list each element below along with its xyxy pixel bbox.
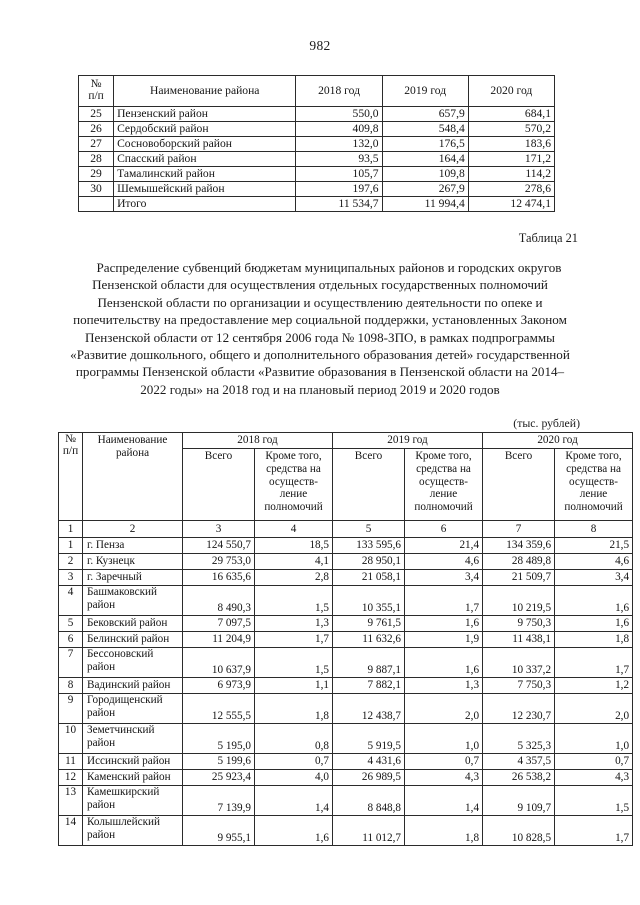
table-2-header [59,433,633,538]
cell-2020-total: 12 230,7 [483,694,555,724]
cell-2018-total: 7 139,9 [183,786,255,816]
header-year-2020: 2020 год [468,76,554,107]
cell-2018-other: 4,0 [255,770,333,786]
table-row [79,167,555,182]
table-row [59,754,633,770]
cell-district-name: Городищенский район [83,694,183,724]
cell-district-name: Итого [114,197,296,212]
cell-2018-other: 1,4 [255,786,333,816]
cell-2019: 548,4 [382,122,468,137]
cell-district-name: Тамалинский район [114,167,296,182]
header-name-line1: Наименование [97,434,168,446]
cell-2020-other: 1,7 [555,648,633,678]
column-number: 1 [59,521,83,538]
cell-2019-total: 28 950,1 [333,554,405,570]
table-row [59,816,633,846]
cell-2018: 132,0 [296,137,382,152]
header-npp-line2: п/п [62,444,79,457]
cell-2020-other: 0,7 [555,754,633,770]
cell-district-name: Камешкирский район [83,786,183,816]
header-name-line2: района [115,446,150,459]
cell-district-name: Белинский район [83,632,183,648]
cell-npp: 10 [59,724,83,754]
table-row [79,122,555,137]
table-row [59,554,633,570]
cell-2020-total: 26 538,2 [483,770,555,786]
cell-2019-other: 4,3 [405,770,483,786]
column-number: 6 [405,521,483,538]
cell-2020-total: 134 359,6 [483,538,555,554]
cell-2020-other: 4,6 [555,554,633,570]
table-row [59,616,633,632]
cell-2019-total: 11 012,7 [333,816,405,846]
cell-2018-other: 18,5 [255,538,333,554]
table-row [79,197,555,212]
table-1-container [78,75,555,212]
cell-2018-total: 6 973,9 [183,678,255,694]
cell-district-name: Спасский район [114,152,296,167]
cell-2018: 197,6 [296,182,382,197]
header-year-2020: 2020 год [483,433,633,449]
header-2019-total: Всего [333,449,405,521]
cell-2020: 278,6 [468,182,554,197]
cell-district-name: Пензенский район [114,107,296,122]
header-npp-line2: п/п [88,90,104,102]
header-2020-other: Кроме того, средства на осуществ-ление полномочий [555,449,633,521]
cell-npp: 8 [59,678,83,694]
cell-2018: 11 534,7 [296,197,382,212]
cell-2018-total: 5 199,6 [183,754,255,770]
cell-npp: 6 [59,632,83,648]
cell-district-name: Сосновоборский район [114,137,296,152]
table-2-container [58,432,633,846]
header-year-2019: 2019 год [333,433,483,449]
cell-2018: 409,8 [296,122,382,137]
table-row [59,770,633,786]
cell-2020: 12 474,1 [468,197,554,212]
table-2-column-numbers-row [59,521,633,538]
header-2020-total: Всего [483,449,555,521]
cell-2020-total: 5 325,3 [483,724,555,754]
table-row [59,786,633,816]
cell-district-name: Башмаковский район [83,586,183,616]
cell-2020-total: 21 509,7 [483,570,555,586]
cell-npp [79,197,114,212]
table-row [59,724,633,754]
cell-npp: 28 [79,152,114,167]
cell-2019: 164,4 [382,152,468,167]
cell-2018-total: 25 923,4 [183,770,255,786]
cell-2018-other: 1,5 [255,586,333,616]
cell-2020-other: 4,3 [555,770,633,786]
cell-npp: 29 [79,167,114,182]
header-district-name [83,433,183,521]
cell-2019-total: 7 882,1 [333,678,405,694]
cell-npp: 26 [79,122,114,137]
cell-2018-total: 12 555,5 [183,694,255,724]
cell-2019-other: 1,4 [405,786,483,816]
cell-2020-other: 3,4 [555,570,633,586]
cell-2018-total: 7 097,5 [183,616,255,632]
cell-2018: 105,7 [296,167,382,182]
header-2019-other: Кроме того, средства на осуществ-ление полномочий [405,449,483,521]
cell-district-name: Колышлейский район [83,816,183,846]
cell-2019-other: 3,4 [405,570,483,586]
cell-npp: 1 [59,538,83,554]
table-2-body [59,538,633,846]
column-number: 4 [255,521,333,538]
subventions-distribution-table [58,432,633,846]
cell-2020-total: 9 109,7 [483,786,555,816]
table-row [59,694,633,724]
cell-2019-other: 2,0 [405,694,483,724]
cell-2018-other: 1,6 [255,816,333,846]
table-row [59,538,633,554]
cell-2019: 109,8 [382,167,468,182]
table-1-header [79,76,555,107]
header-2018-total: Всего [183,449,255,521]
cell-npp: 30 [79,182,114,197]
table-label: Таблица 21 [518,231,578,245]
cell-npp: 13 [59,786,83,816]
cell-2019-other: 1,9 [405,632,483,648]
cell-2019-total: 12 438,7 [333,694,405,724]
header-district-name: Наименование района [114,76,296,107]
column-number: 2 [83,521,183,538]
cell-npp: 25 [79,107,114,122]
table-row [59,678,633,694]
cell-2019: 657,9 [382,107,468,122]
table-row [59,570,633,586]
cell-2019-other: 0,7 [405,754,483,770]
cell-2019-other: 1,8 [405,816,483,846]
cell-npp: 5 [59,616,83,632]
page-number: 982 [309,38,331,53]
cell-2018-other: 1,8 [255,694,333,724]
cell-2018: 93,5 [296,152,382,167]
cell-2019: 11 994,4 [382,197,468,212]
cell-npp: 11 [59,754,83,770]
cell-2020-total: 10 219,5 [483,586,555,616]
cell-2020-total: 9 750,3 [483,616,555,632]
cell-2019-total: 8 848,8 [333,786,405,816]
table-row [59,586,633,616]
cell-district-name: г. Пенза [83,538,183,554]
cell-district-name: Каменский район [83,770,183,786]
table-row [79,107,555,122]
cell-2020-other: 1,8 [555,632,633,648]
cell-district-name: Земетчинский район [83,724,183,754]
table-row [79,152,555,167]
header-npp-line1: № [65,433,76,445]
budget-table-continuation [78,75,555,212]
cell-2019-total: 21 058,1 [333,570,405,586]
cell-2018-total: 16 635,6 [183,570,255,586]
cell-2020-total: 10 828,5 [483,816,555,846]
cell-2020: 114,2 [468,167,554,182]
table-1-body [79,107,555,212]
table-row [59,632,633,648]
cell-2018-other: 1,5 [255,648,333,678]
cell-2018: 550,0 [296,107,382,122]
cell-2019-total: 4 431,6 [333,754,405,770]
header-npp [59,433,83,521]
cell-2018-total: 11 204,9 [183,632,255,648]
cell-2019-other: 1,7 [405,586,483,616]
cell-district-name: г. Заречный [83,570,183,586]
cell-2019: 267,9 [382,182,468,197]
cell-npp: 12 [59,770,83,786]
cell-npp: 9 [59,694,83,724]
cell-2018-other: 2,8 [255,570,333,586]
column-number: 8 [555,521,633,538]
cell-2018-other: 0,7 [255,754,333,770]
table-caption: Распределение субвенций бюджетам муниципальных районов и городских округов Пензенской области для осуществления отдельных государственных полномочий Пензенской области по организации и осуществлению деятельности по опеке и попечительству на предоставление мер социальной поддержки, установленных Законом Пензенской области от 12 сентября 2006 года № 1098-ЗПО, в рамках подпрограммы «Развитие дошкольного, общего и дополнительного образования детей» государственной программы Пензенской области «Развитие образования в Пензенской области на 2014–2022 годы» на 2018 год и на плановый период 2019 и 2020 годов [70,260,570,397]
header-2018-other: Кроме того, средства на осуществ-ление полномочий [255,449,333,521]
cell-2018-other: 1,7 [255,632,333,648]
table-row [59,648,633,678]
cell-2019-total: 26 989,5 [333,770,405,786]
cell-2019-other: 21,4 [405,538,483,554]
cell-2019-total: 11 632,6 [333,632,405,648]
cell-npp: 3 [59,570,83,586]
header-year-2018: 2018 год [296,76,382,107]
cell-2018-other: 1,3 [255,616,333,632]
cell-2019-other: 4,6 [405,554,483,570]
cell-district-name: г. Кузнецк [83,554,183,570]
units-note: (тыс. рублей) [513,416,580,430]
cell-2018-total: 8 490,3 [183,586,255,616]
cell-district-name: Сердобский район [114,122,296,137]
cell-2020: 684,1 [468,107,554,122]
cell-2020-other: 1,5 [555,786,633,816]
cell-2019-total: 9 761,5 [333,616,405,632]
cell-2020-total: 7 750,3 [483,678,555,694]
cell-2020: 171,2 [468,152,554,167]
header-npp [79,76,114,107]
cell-district-name: Бессоновский район [83,648,183,678]
cell-npp: 14 [59,816,83,846]
cell-2018-total: 29 753,0 [183,554,255,570]
cell-2019-total: 133 595,6 [333,538,405,554]
cell-2020-other: 1,6 [555,616,633,632]
cell-2018-total: 9 955,1 [183,816,255,846]
cell-npp: 27 [79,137,114,152]
table-row [79,137,555,152]
header-year-2019: 2019 год [382,76,468,107]
cell-2018-total: 124 550,7 [183,538,255,554]
cell-2020-total: 10 337,2 [483,648,555,678]
cell-2020-other: 1,0 [555,724,633,754]
cell-2020-other: 1,2 [555,678,633,694]
cell-2020: 570,2 [468,122,554,137]
cell-district-name: Вадинский район [83,678,183,694]
header-year-2018: 2018 год [183,433,333,449]
cell-2020-other: 2,0 [555,694,633,724]
cell-2019-other: 1,3 [405,678,483,694]
cell-2019-other: 1,6 [405,616,483,632]
cell-2018-other: 0,8 [255,724,333,754]
column-number: 3 [183,521,255,538]
cell-2019-total: 9 887,1 [333,648,405,678]
cell-npp: 4 [59,586,83,616]
table-2-year-row [59,433,633,449]
cell-2018-other: 4,1 [255,554,333,570]
cell-2019-total: 5 919,5 [333,724,405,754]
cell-2020: 183,6 [468,137,554,152]
cell-district-name: Бековский район [83,616,183,632]
cell-2019-total: 10 355,1 [333,586,405,616]
column-number: 5 [333,521,405,538]
cell-2019-other: 1,6 [405,648,483,678]
cell-2018-total: 10 637,9 [183,648,255,678]
cell-district-name: Иссинский район [83,754,183,770]
cell-district-name: Шемышейский район [114,182,296,197]
cell-2019: 176,5 [382,137,468,152]
column-number: 7 [483,521,555,538]
cell-2020-total: 11 438,1 [483,632,555,648]
table-row [79,182,555,197]
cell-2020-other: 21,5 [555,538,633,554]
cell-2020-total: 28 489,8 [483,554,555,570]
cell-2018-total: 5 195,0 [183,724,255,754]
cell-2020-other: 1,7 [555,816,633,846]
cell-2020-other: 1,6 [555,586,633,616]
cell-2018-other: 1,1 [255,678,333,694]
cell-npp: 7 [59,648,83,678]
cell-npp: 2 [59,554,83,570]
cell-2020-total: 4 357,5 [483,754,555,770]
header-npp-line1: № [90,78,102,91]
cell-2019-other: 1,0 [405,724,483,754]
table-header-row [79,76,555,107]
